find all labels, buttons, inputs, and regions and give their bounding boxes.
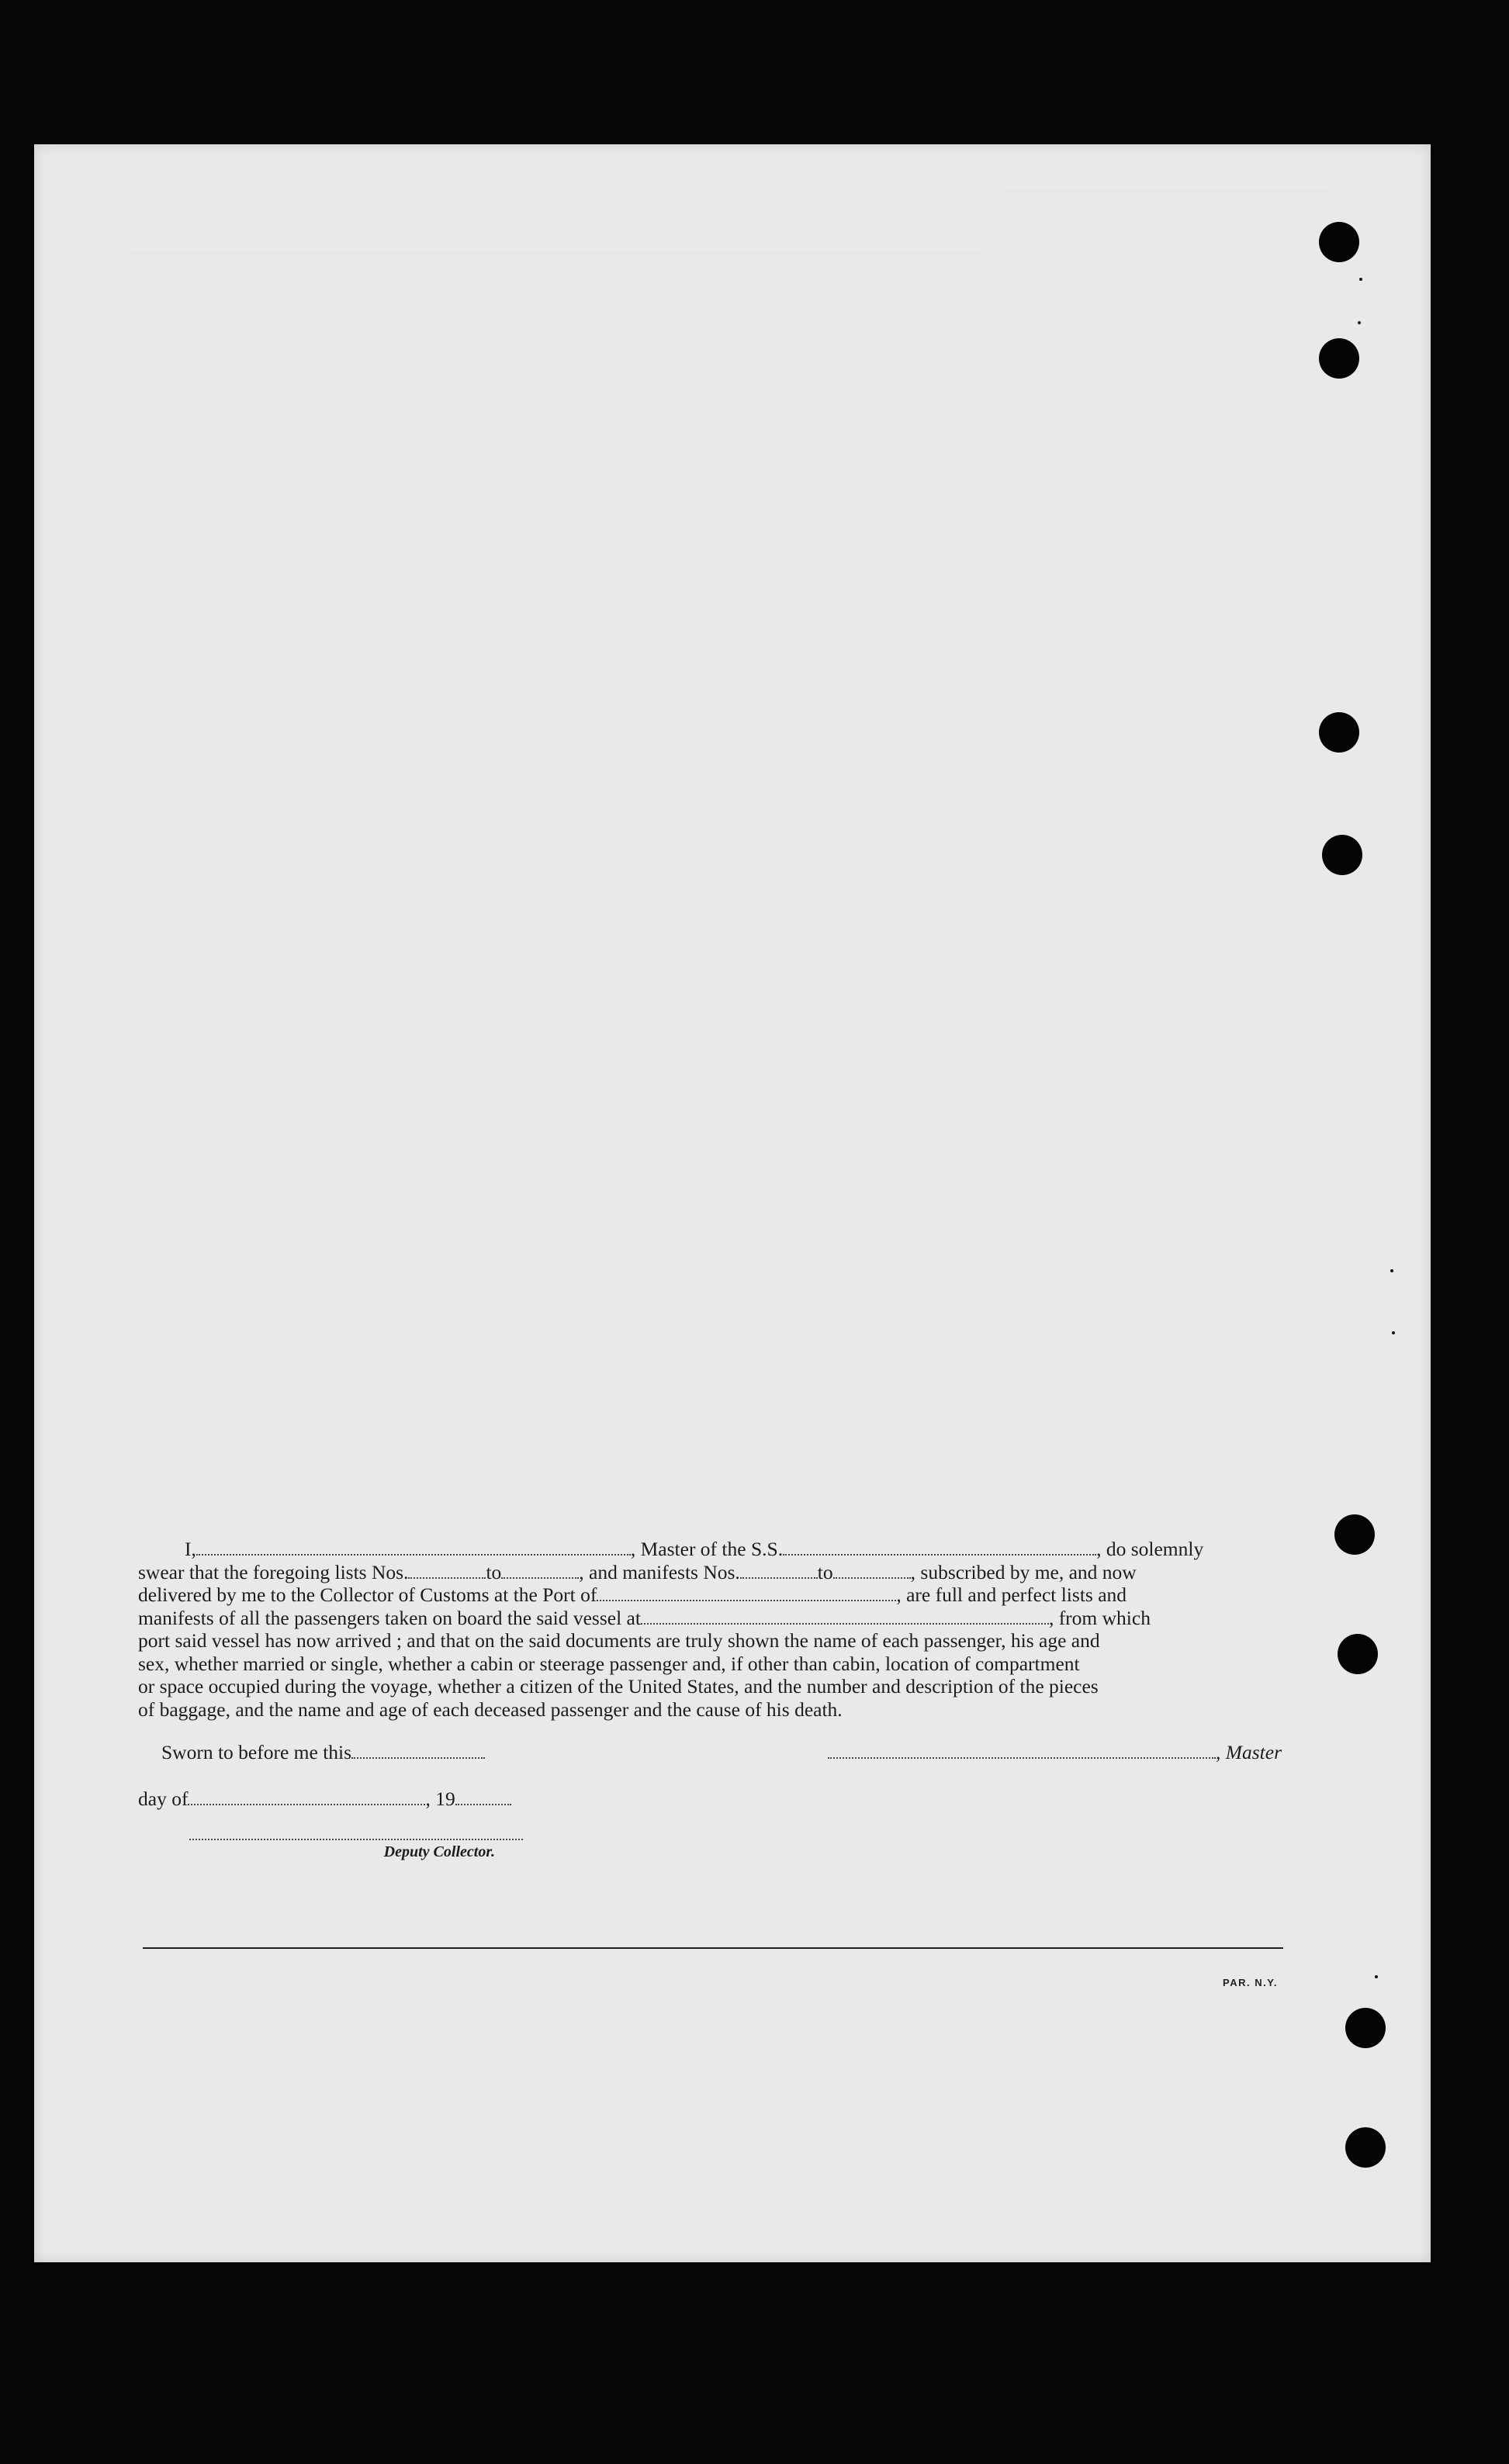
oath-text: , do solemnly xyxy=(1096,1538,1204,1560)
blank-field-sworn-date xyxy=(351,1743,485,1759)
punch-hole xyxy=(1319,222,1359,262)
punch-hole xyxy=(1322,835,1362,875)
blank-field-ship-name xyxy=(783,1540,1096,1556)
scan-speck xyxy=(1359,278,1362,281)
oath-line xyxy=(138,1698,1282,1722)
oath-line xyxy=(138,1675,1282,1698)
oath-line xyxy=(138,1629,1282,1652)
oath-text: , Master of the S.S. xyxy=(630,1538,784,1560)
blank-field-manifest-from xyxy=(740,1563,818,1579)
manifest-page xyxy=(34,144,1431,2262)
punch-hole xyxy=(1319,338,1359,379)
oath-text: port said vessel has now arrived ; and that on the said documents are truly shown the name of each passenger, his age and xyxy=(138,1629,1100,1652)
oath-text: sex, whether married or single, whether a cabin or steerage passenger and, if other than cabin, location of compartment xyxy=(138,1652,1080,1675)
scan-speck xyxy=(1392,1331,1395,1334)
bleed-through-text xyxy=(127,253,981,271)
scan-speck xyxy=(1390,1269,1393,1272)
oath-line xyxy=(138,1652,1282,1676)
bleed-through-text xyxy=(1004,191,1330,209)
oath-text: delivered by me to the Collector of Customs at the Port of , are full and perfect lists and xyxy=(138,1583,1127,1606)
oath-text: or space occupied during the voyage, whether a citizen of the United States, and the number and description of the pieces xyxy=(138,1675,1099,1697)
oath-text: of baggage, and the name and age of each deceased passenger and the cause of his death. xyxy=(138,1697,843,1721)
blank-field-master-signature xyxy=(828,1743,1216,1759)
blank-field-month xyxy=(188,1790,425,1805)
oath-text: swear that the foregoing lists Nos. to , and manifests Nos. to , subscribed by me, and now xyxy=(138,1560,1137,1583)
blank-field-master-name xyxy=(196,1540,631,1556)
scan-speck xyxy=(1375,1975,1378,1978)
form-code: PAR. N.Y. xyxy=(1223,1977,1279,1988)
sworn-line: Sworn to before me this xyxy=(161,1741,485,1764)
blank-field-deputy-signature xyxy=(189,1828,523,1840)
punch-hole xyxy=(1334,1514,1375,1555)
punch-hole xyxy=(1319,712,1359,753)
blank-field-port xyxy=(597,1586,896,1601)
signature-block xyxy=(138,1741,1282,1896)
oath-line xyxy=(138,1538,1282,1561)
punch-hole xyxy=(1345,2127,1386,2168)
day-of-line: day of , 19 xyxy=(138,1787,511,1811)
blank-field-embarkation-port xyxy=(641,1609,1049,1625)
oath-text: manifests of all the passengers taken on board the said vessel at , from which xyxy=(138,1606,1151,1629)
scan-speck xyxy=(1358,321,1361,324)
blank-field-manifest-to xyxy=(833,1563,911,1579)
deputy-collector-signature xyxy=(189,1828,523,1861)
oath-line xyxy=(138,1583,1282,1607)
punch-hole xyxy=(1345,2008,1386,2048)
blank-field-list-to xyxy=(501,1563,579,1579)
blank-field-list-from xyxy=(408,1563,486,1579)
bleed-through-text xyxy=(174,214,872,232)
oath-line xyxy=(138,1561,1282,1584)
bottom-divider xyxy=(143,1947,1283,1949)
punch-hole xyxy=(1338,1634,1378,1674)
deputy-collector-label: Deputy Collector. xyxy=(383,1843,495,1860)
master-signature-line: , Master xyxy=(828,1741,1282,1764)
oath-text: I, xyxy=(185,1538,196,1560)
master-oath-paragraph xyxy=(138,1538,1282,1721)
oath-line xyxy=(138,1607,1282,1630)
blank-field-year xyxy=(455,1790,511,1805)
